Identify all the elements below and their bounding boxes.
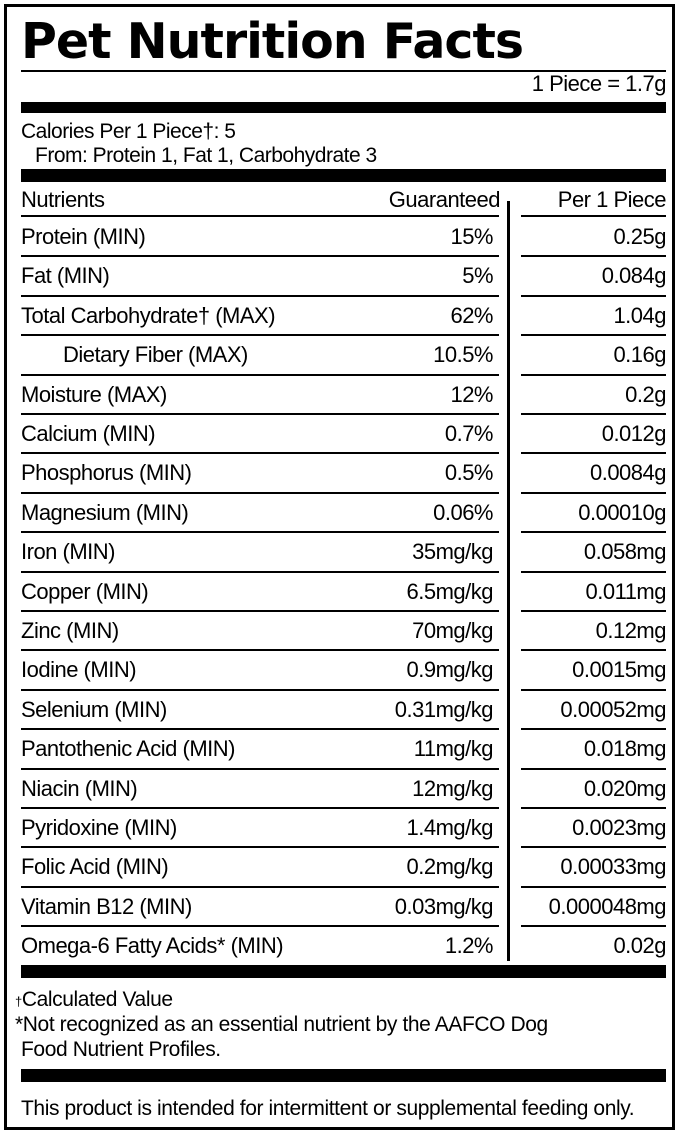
nutrient-name: Total Carbohydrate† (MAX) (21, 302, 276, 328)
dagger-mark: † (15, 994, 22, 1009)
nutrient-name: Vitamin B12 (MIN) (21, 893, 192, 919)
per-piece-value: 0.020mg (583, 775, 666, 801)
nutrient-name: Protein (MIN) (21, 224, 146, 249)
table-row (21, 887, 666, 926)
table-row (21, 414, 666, 453)
nutrient-name: Iron (MIN) (21, 539, 115, 565)
footnotes (15, 987, 666, 1062)
divider-thick (21, 102, 666, 113)
header-guaranteed: Guaranteed (388, 187, 500, 212)
per-piece-value: 0.2g (625, 381, 666, 407)
guaranteed-value: 6.5mg/kg (406, 578, 493, 604)
label-title: Pet Nutrition Facts (21, 13, 524, 70)
guaranteed-value: 0.5% (444, 460, 493, 486)
nutrient-name: Moisture (MAX) (21, 381, 167, 407)
table-row (21, 769, 666, 808)
nutrient-table (21, 183, 666, 967)
nutrient-name: Fat (MIN) (21, 263, 110, 289)
per-piece-value: 0.012g (601, 421, 666, 446)
guaranteed-value: 1.2% (444, 933, 493, 959)
divider-thick (21, 169, 666, 182)
nutrient-name: Dietary Fiber (MAX) (63, 342, 248, 368)
guaranteed-value: 12% (450, 381, 493, 407)
per-piece-value: 0.0084g (589, 460, 666, 486)
table-row (21, 335, 666, 374)
guaranteed-value: 10.5% (433, 342, 493, 368)
nutrient-name: Calcium (MIN) (21, 421, 156, 446)
nutrient-name: Magnesium (MIN) (21, 499, 189, 525)
guaranteed-value: 0.03mg/kg (394, 893, 493, 919)
footnote-calculated-text: Calculated Value (21, 988, 173, 1011)
guaranteed-value: 70mg/kg (412, 618, 493, 643)
divider-thick (21, 1069, 666, 1082)
guaranteed-value: 0.06% (433, 499, 493, 525)
per-piece-value: 1.04g (613, 302, 666, 328)
guaranteed-value: 5% (462, 263, 493, 289)
per-piece-value: 0.00033mg (560, 854, 666, 880)
label-content (15, 7, 666, 1127)
table-row (21, 847, 666, 886)
per-piece-value: 0.00010g (578, 499, 666, 525)
calories-line: Calories Per 1 Piece†: 5 (21, 120, 236, 143)
nutrient-name: Phosphorus (MIN) (21, 460, 192, 486)
feeding-disclaimer: This product is intended for intermittent or supplemental feeding only. (21, 1097, 635, 1120)
table-row (21, 375, 666, 414)
serving-size: 1 Piece = 1.7g (531, 71, 666, 96)
footnote-aafco-line1: *Not recognized as an essential nutrient by the AAFCO Dog (15, 1013, 548, 1036)
table-row (21, 926, 666, 965)
table-row (21, 572, 666, 611)
table-row (21, 690, 666, 729)
nutrient-name: Copper (MIN) (21, 578, 149, 604)
guaranteed-value: 35mg/kg (412, 539, 493, 565)
table-row (21, 296, 666, 335)
footnote-calculated (15, 987, 666, 1012)
table-header (21, 183, 666, 216)
per-piece-value: 0.12mg (595, 618, 666, 643)
table-row (21, 493, 666, 532)
header-nutrients: Nutrients (21, 187, 105, 212)
per-piece-value: 0.000048mg (548, 893, 666, 919)
guaranteed-value: 1.4mg/kg (406, 815, 493, 840)
guaranteed-value: 0.2mg/kg (406, 854, 493, 880)
divider-thick (21, 965, 666, 978)
nutrition-label (4, 4, 675, 1130)
nutrient-name: Pantothenic Acid (MIN) (21, 736, 235, 762)
table-row (21, 611, 666, 650)
nutrient-name: Zinc (MIN) (21, 618, 119, 643)
header-per-piece: Per 1 Piece (557, 187, 666, 212)
table-row (21, 808, 666, 847)
table-row (21, 217, 666, 256)
table-row (21, 532, 666, 571)
table-row (21, 650, 666, 689)
per-piece-value: 0.02g (613, 933, 666, 959)
guaranteed-value: 12mg/kg (412, 775, 493, 801)
table-row (21, 729, 666, 768)
nutrient-name: Niacin (MIN) (21, 775, 138, 801)
per-piece-value: 0.25g (613, 224, 666, 249)
nutrient-name: Folic Acid (MIN) (21, 854, 169, 880)
per-piece-value: 0.084g (601, 263, 666, 289)
guaranteed-value: 0.31mg/kg (394, 696, 493, 722)
nutrient-name: Pyridoxine (MIN) (21, 815, 177, 840)
table-row (21, 453, 666, 492)
guaranteed-value: 62% (450, 302, 493, 328)
per-piece-value: 0.0023mg (572, 815, 666, 840)
per-piece-value: 0.011mg (585, 578, 666, 604)
table-row (21, 256, 666, 295)
guaranteed-value: 11mg/kg (413, 736, 493, 762)
guaranteed-value: 0.7% (444, 421, 493, 446)
per-piece-value: 0.058mg (583, 539, 666, 565)
per-piece-value: 0.00052mg (560, 696, 666, 722)
nutrient-name: Iodine (MIN) (21, 657, 137, 683)
per-piece-value: 0.018mg (583, 736, 666, 762)
per-piece-value: 0.16g (613, 342, 666, 368)
nutrient-name: Omega-6 Fatty Acids* (MIN) (21, 933, 284, 959)
footnote-aafco-line2: Food Nutrient Profiles. (21, 1038, 221, 1061)
guaranteed-value: 0.9mg/kg (406, 657, 493, 683)
guaranteed-value: 15% (450, 224, 493, 249)
nutrient-name: Selenium (MIN) (21, 696, 167, 722)
calories-from: From: Protein 1, Fat 1, Carbohydrate 3 (35, 144, 377, 167)
per-piece-value: 0.0015mg (572, 657, 666, 683)
